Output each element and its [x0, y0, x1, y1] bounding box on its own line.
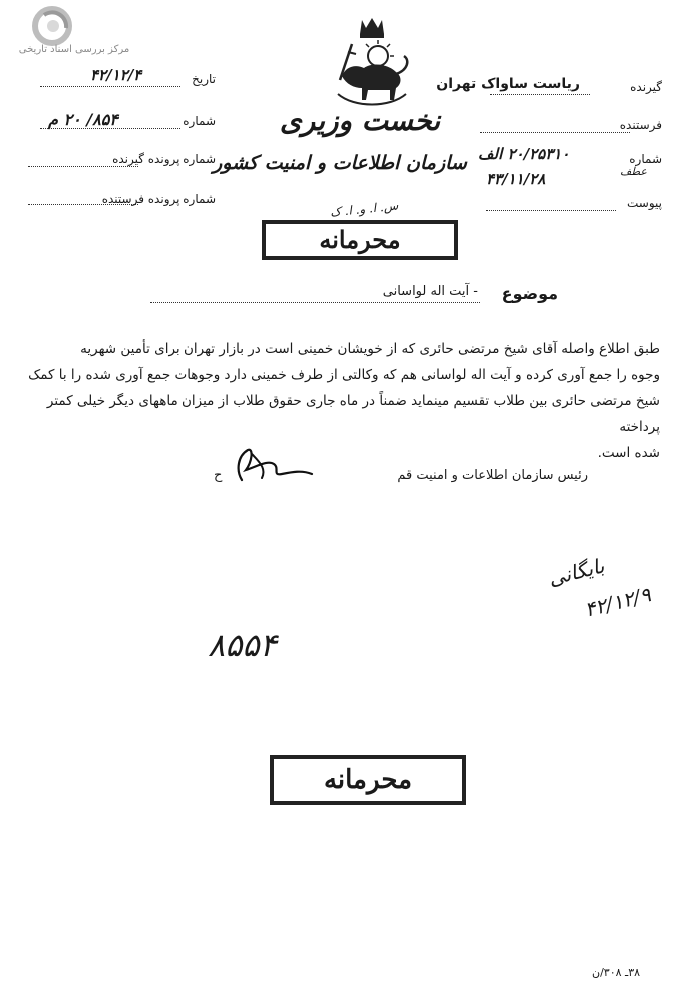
- subject-dotted-line: [150, 302, 480, 303]
- body-line: شده است.: [597, 445, 660, 461]
- number-dotted-line: [40, 128, 180, 129]
- date-label: تاریخ: [192, 72, 216, 86]
- archive-name: مرکز بررسی اسناد تاریخی: [18, 44, 130, 55]
- attachment-dotted-line: [486, 210, 616, 211]
- archive-center-logo-icon: [32, 6, 72, 46]
- handwritten-signature-icon: [222, 440, 332, 488]
- body-line: طبق اطلاع واصله آقای شیخ مرتضی حائری که از خویشان خمینی است در بازار تهران برای تأمین شهریه: [80, 341, 660, 357]
- confidential-stamp-bottom: محرمانه: [270, 755, 466, 805]
- attachment-label: پیوست: [627, 196, 662, 210]
- reference-date-value: ۴۳/۱۱/۲۸: [486, 170, 546, 188]
- reference-number-label: شماره: [629, 152, 662, 166]
- recipient-label: گیرنده: [630, 80, 662, 94]
- date-dotted-line: [40, 86, 180, 87]
- handwritten-archive-note: بایگانی: [545, 553, 607, 591]
- date-value: ۴۲/۱۲/۴: [90, 66, 142, 84]
- number-label: شماره: [183, 114, 216, 128]
- sender-file-dotted-line: [28, 204, 138, 205]
- sender-dotted-line: [480, 132, 630, 133]
- signature-initial: ح: [214, 468, 223, 483]
- body-line: شیخ مرتضی حائری بین طلاب تقسیم مینماید ضمناً در ماه جاری حقوق طلاب از میزان ماههای دیگر خیلی کمتر پرداخته: [46, 393, 660, 435]
- body-line: وجوه را جمع آوری کرده و آیت اله لواسانی هم که وکالتی از طرف خمینی دارد وجوهات جمع آوری شده را با کمک: [28, 367, 660, 383]
- handwritten-date-note: ۴۲/۱۲/۹: [582, 582, 654, 622]
- reference-scribble: عطف: [620, 165, 647, 178]
- document-code: ۳۸ـ ۳۰۸/ن: [592, 966, 641, 979]
- confidential-stamp-top: محرمانه: [262, 220, 458, 260]
- recipient-value: ریاست ساواک تهران: [436, 76, 580, 92]
- stamp-top-note: س. ا. و. ا. ک: [329, 198, 399, 220]
- number-value: ۸۵۴/ ۲۰ م: [48, 110, 118, 129]
- subject-value: - آیت اله لواسانی: [382, 284, 478, 299]
- sender-file-number-label: شماره پرونده فرستنده: [101, 192, 216, 206]
- recipient-dotted-line: [490, 94, 590, 95]
- recipient-file-dotted-line: [28, 166, 138, 167]
- lion-and-sun-emblem-icon: [328, 14, 416, 110]
- handwritten-archive-number: ۸۵۵۴: [208, 626, 277, 664]
- letter-body: [20, 336, 660, 466]
- recipient-file-number-label: شماره پرونده گیرنده: [112, 152, 216, 166]
- reference-number-value: ۲۰/۲۵۳۱۰ الف: [478, 145, 570, 163]
- organization-title: سازمان اطلاعات و امنیت کشور: [213, 152, 467, 174]
- subject-label: موضوع: [501, 284, 558, 303]
- ministry-title: نخست وزیری: [279, 104, 441, 137]
- sender-label: فرستنده: [619, 118, 662, 132]
- signature-title: رئیس سازمان اطلاعات و امنیت قم: [397, 468, 588, 483]
